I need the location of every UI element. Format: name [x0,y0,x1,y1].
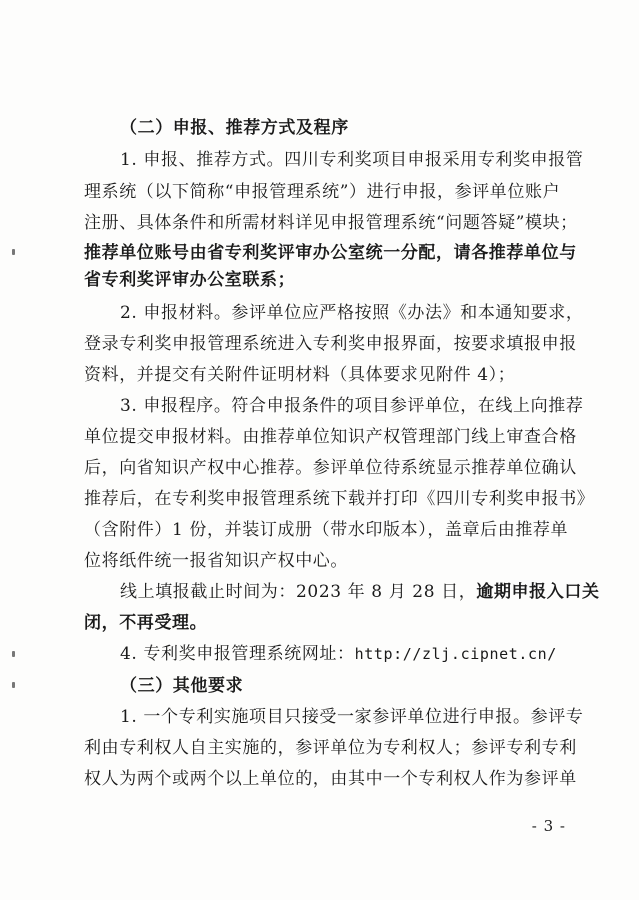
paragraph-line: 理系统（以下简称“申报管理系统”）进行申报，参评单位账户 [84,182,561,202]
paragraph-line: 推荐后，在专利奖申报管理系统下载并打印《四川专利奖申报书》 [84,489,595,509]
paragraph-line-bold: 省专利奖评审办公室联系； [84,270,296,290]
paragraph-line: 后，向省知识产权中心推荐。参评单位待系统显示推荐单位确认 [84,458,577,478]
website-url[interactable]: http://zlj.cipnet.cn/ [354,645,557,663]
paragraph-line: 1. 一个专利实施项目只接受一家参评单位进行申报。参评专 [120,707,584,727]
paragraph-line: 3. 申报程序。符合申报条件的项目参评单位，在线上向推荐 [120,396,584,416]
margin-mark [12,651,15,657]
paragraph-line: 权人为两个或两个以上单位的，由其中一个专利权人作为参评单 [84,769,577,789]
deadline-line [120,582,600,602]
deadline-text-bold: 逾期申报入口关 [476,582,600,602]
section-heading: （二）申报、推荐方式及程序 [120,118,349,138]
paragraph-line: 利由专利权人自主实施的，参评单位为专利权人；参评专利专利 [84,738,577,758]
website-label: 4. 专利奖申报管理系统网址： [120,644,355,664]
paragraph-line: 位将纸件统一报省知识产权中心。 [84,551,348,571]
paragraph-line: 登录专利奖申报管理系统进入专利奖申报界面，按要求填报申报 [84,334,577,354]
deadline-line-bold: 闭，不再受理。 [84,613,208,633]
margin-mark [12,249,15,255]
paragraph-line: 资料，并提交有关附件证明材料（具体要求见附件 4）； [84,365,516,385]
paragraph-line: 单位提交申报材料。由推荐单位知识产权管理部门线上审查合格 [84,427,577,447]
website-line [120,644,557,664]
paragraph-line: 1. 申报、推荐方式。四川专利奖项目申报采用专利奖申报管 [120,150,584,170]
paragraph-line: （含附件）1 份，并装订成册（带水印版本），盖章后由推荐单 [84,520,569,540]
page-number: - 3 - [531,817,566,835]
deadline-text: 线上填报截止时间为：2023 年 8 月 28 日， [120,582,477,602]
margin-mark [12,682,15,688]
paragraph-line: 2. 申报材料。参评单位应严格按照《办法》和本通知要求， [120,303,584,323]
section-heading: （三）其他要求 [120,676,244,696]
paragraph-line: 注册、具体条件和所需材料详见申报管理系统“问题答疑”模块； [84,213,578,233]
paragraph-line-bold: 推荐单位账号由省专利奖评审办公室统一分配，请各推荐单位与 [84,243,577,263]
